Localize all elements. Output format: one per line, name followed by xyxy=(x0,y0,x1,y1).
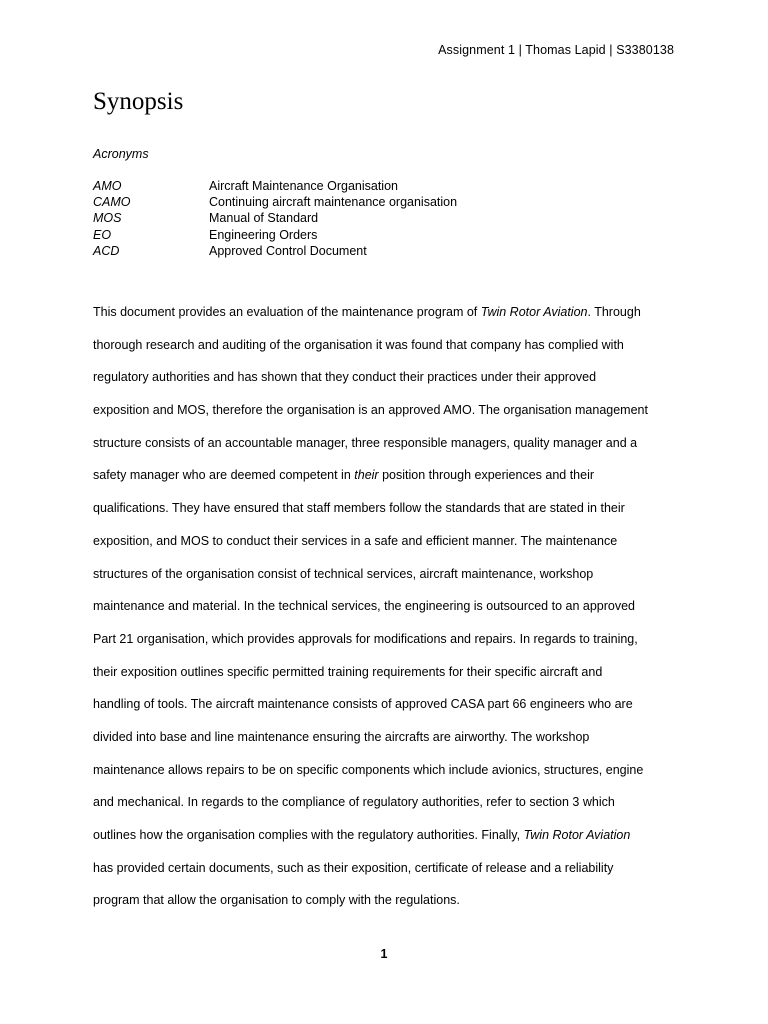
acronym-abbreviation: ACD xyxy=(93,243,120,258)
paragraph-line xyxy=(93,791,683,824)
text-run: has provided certain documents, such as their exposition, certificate of release and a reliability xyxy=(93,860,614,875)
text-run: exposition and MOS, therefore the organisation is an approved AMO. The organisation management xyxy=(93,403,648,418)
italic-text: Twin Rotor Aviation xyxy=(480,305,588,319)
paragraph-line xyxy=(93,759,683,792)
text-run: position through experiences and their xyxy=(378,468,595,483)
page-number: 1 xyxy=(380,947,388,961)
paragraph-line xyxy=(93,366,683,399)
paragraph-line xyxy=(93,399,683,432)
acronym-row xyxy=(93,194,457,210)
italic-text: Twin Rotor Aviation xyxy=(523,828,631,842)
acronym-row xyxy=(93,210,457,226)
acronym-abbreviation: AMO xyxy=(93,179,122,193)
text-run: exposition, and MOS to conduct their services in a safe and efficient manner. The maintenance xyxy=(93,533,618,548)
running-header: Assignment 1 | Thomas Lapid | S3380138 xyxy=(438,43,674,57)
acronym-row xyxy=(93,227,457,243)
paragraph-line xyxy=(93,334,683,367)
paragraph-line xyxy=(93,595,683,628)
paragraph-line xyxy=(93,857,683,890)
synopsis-paragraph xyxy=(93,301,683,922)
paragraph-line xyxy=(93,661,683,694)
text-run: This document provides an evaluation of the maintenance program of xyxy=(93,305,481,319)
text-run: structure consists of an accountable manager, three responsible managers, quality manager and a xyxy=(93,435,638,450)
text-run: their exposition outlines specific permitted training requirements for their specific aircraft and xyxy=(93,664,603,679)
paragraph-line xyxy=(93,432,683,465)
paragraph-line xyxy=(93,628,683,661)
paragraph-line xyxy=(93,726,683,759)
paragraph-line xyxy=(93,464,683,497)
text-run: thorough research and auditing of the organisation it was found that company has complied with xyxy=(93,337,624,352)
text-run: handling of tools. The aircraft maintenance consists of approved CASA part 66 engineers who are xyxy=(93,697,633,712)
text-run: regulatory authorities and has shown that they conduct their practices under their approved xyxy=(93,370,597,385)
paragraph-line xyxy=(93,530,683,563)
acronym-abbreviation: MOS xyxy=(93,211,122,226)
acronym-row xyxy=(93,178,457,194)
paragraph-line xyxy=(93,693,683,726)
paragraph-line xyxy=(93,497,683,530)
text-run: maintenance allows repairs to be on specific components which include avionics, structures, engine xyxy=(93,762,644,777)
acronyms-table xyxy=(93,178,457,259)
paragraph-line xyxy=(93,301,683,334)
acronym-row xyxy=(93,243,457,259)
acronym-abbreviation: EO xyxy=(93,227,112,242)
text-run: program that allow the organisation to comply with the regulations. xyxy=(93,893,460,908)
paragraph-line xyxy=(93,889,683,922)
text-run: . Through xyxy=(587,305,641,319)
acronym-meaning: Manual of Standard xyxy=(209,211,319,226)
text-run: outlines how the organisation complies with the regulatory authorities. Finally, xyxy=(93,828,524,842)
acronym-meaning: Approved Control Document xyxy=(209,243,367,258)
text-run: structures of the organisation consist of technical services, aircraft maintenance, workshop xyxy=(93,566,594,581)
text-run: Part 21 organisation, which provides approvals for modifications and repairs. In regards to training, xyxy=(93,631,638,646)
text-run: safety manager who are deemed competent in xyxy=(93,468,355,483)
page-title: Synopsis xyxy=(93,88,184,115)
acronym-meaning: Continuing aircraft maintenance organisation xyxy=(209,195,458,210)
acronym-meaning: Aircraft Maintenance Organisation xyxy=(209,179,398,193)
text-run: maintenance and material. In the technical services, the engineering is outsourced to an approved xyxy=(93,599,635,614)
paragraph-line xyxy=(93,824,683,857)
acronym-abbreviation: CAMO xyxy=(93,195,131,210)
paragraph-line xyxy=(93,563,683,596)
text-run: and mechanical. In regards to the compliance of regulatory authorities, refer to section 3 which xyxy=(93,795,615,810)
italic-text: their xyxy=(354,468,379,483)
text-run: qualifications. They have ensured that staff members follow the standards that are stated in their xyxy=(93,501,625,516)
acronym-meaning: Engineering Orders xyxy=(209,227,318,242)
text-run: divided into base and line maintenance ensuring the aircrafts are airworthy. The workshop xyxy=(93,729,590,744)
acronyms-heading: Acronyms xyxy=(93,147,149,161)
